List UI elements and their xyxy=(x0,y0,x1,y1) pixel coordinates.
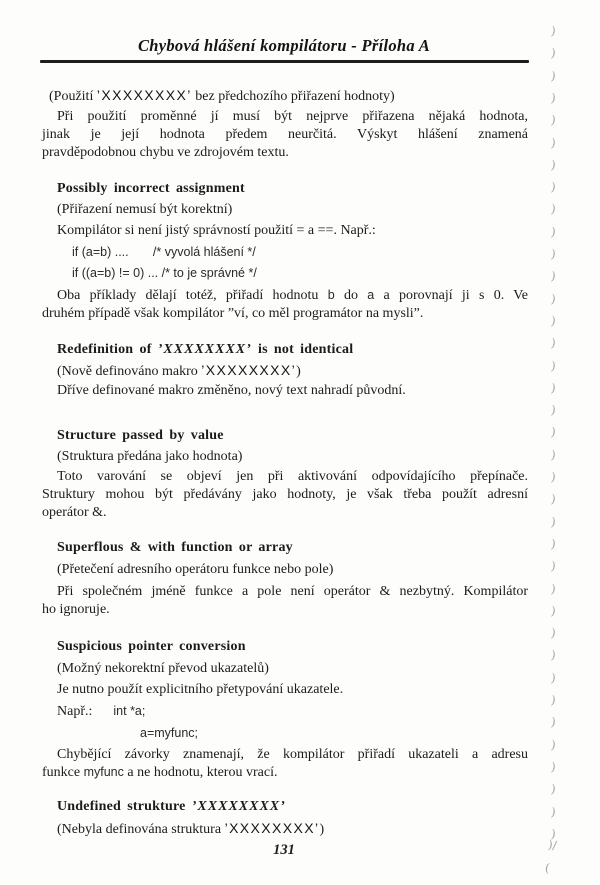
text-segment: Oba příklady dělají totéž, přiřadí hodnotu xyxy=(57,288,328,303)
binding-mark-icon: ) xyxy=(550,157,557,173)
binding-mark-icon: ) xyxy=(550,335,557,351)
text-segment: ’XXXXXXXX’ xyxy=(96,87,192,103)
text-segment: myfunc xyxy=(83,765,124,779)
warning-unassigned-value-line-3 xyxy=(42,126,528,143)
warning-undefined-structure-line-1 xyxy=(57,798,528,815)
warning-possibly-incorrect-assignment-line-2 xyxy=(57,201,528,218)
warning-suspicious-pointer-conversion-line-1 xyxy=(57,638,528,655)
warning-suspicious-pointer-conversion-line-5 xyxy=(140,725,528,742)
text-segment: funkce xyxy=(42,765,84,780)
binding-mark-icon: ) xyxy=(550,581,557,596)
binding-mark-icon: ) xyxy=(550,402,557,418)
text-segment: (Přiřazení nemusí být korektní) xyxy=(57,202,233,217)
binding-mark-icon: ) xyxy=(550,224,557,239)
binding-mark-icon: ) xyxy=(550,291,557,306)
text-segment: bez předchozího přiřazení hodnoty) xyxy=(191,89,395,104)
text-segment: Struktury mohou být předávány jako hodnoty, je však třeba použít adresní xyxy=(42,487,528,502)
binding-mark-icon: ) xyxy=(550,692,557,708)
binding-mark-icon: ) xyxy=(550,425,557,440)
warning-possibly-incorrect-assignment-line-6 xyxy=(57,287,528,304)
text-segment: ’XXXXXXXX’ xyxy=(191,799,286,814)
binding-mark-icon: ) xyxy=(550,469,557,485)
header-rule xyxy=(40,60,529,63)
text-segment: if (a=b) .... /* vyvolá hlášení */ xyxy=(72,245,256,259)
warning-suspicious-pointer-conversion-line-2 xyxy=(57,660,528,677)
binding-mark-icon: ) xyxy=(550,625,557,641)
page-number: 131 xyxy=(273,842,295,858)
binding-mark-icon: ) xyxy=(550,179,557,195)
binding-mark-icon: ) xyxy=(550,804,557,819)
binding-mark-icon: ) xyxy=(550,558,557,574)
text-segment: pravděpodobnou chybu ve zdrojovém textu. xyxy=(42,145,289,160)
warning-possibly-incorrect-assignment-line-7 xyxy=(42,305,528,322)
text-segment: ) xyxy=(296,364,301,379)
text-segment: (Struktura předána jako hodnota) xyxy=(57,449,243,464)
text-segment: Chybějící závorky znamenají, že kompilátor přiřadí ukazateli a adresu xyxy=(57,747,528,762)
text-segment: Dříve definované makro změněno, nový text nahradí původní. xyxy=(57,383,406,398)
text-segment: (Možný nekorektní převod ukazatelů) xyxy=(57,661,269,676)
page-header-title: Chybová hlášení kompilátoru - Příloha A xyxy=(137,36,431,55)
text-segment: Je nutno použít explicitního přetypování ukazatele. xyxy=(57,682,344,697)
text-segment: operátor &. xyxy=(42,505,107,520)
text-segment: b xyxy=(327,288,335,302)
binding-mark-icon: ) xyxy=(550,514,557,529)
text-segment: Suspicious pointer conversion xyxy=(57,639,246,654)
text-segment: ho ignoruje. xyxy=(42,602,110,617)
text-segment: Při použití proměnné jí musí být nejprve přiřazena nějaká hodnota, xyxy=(57,109,528,124)
binding-mark-icon: ) xyxy=(550,670,557,685)
text-segment: ’XXXXXXXX’ xyxy=(201,362,297,378)
text-segment: Undefined strukture xyxy=(57,799,192,814)
binding-mark-icon: ) xyxy=(550,68,557,83)
binding-mark-icon: ) xyxy=(550,447,557,462)
warning-unassigned-value-line-2 xyxy=(57,108,528,125)
text-segment: (Přetečení adresního operátoru funkce nebo pole) xyxy=(57,562,334,577)
binding-mark-icon: ) xyxy=(550,759,557,775)
text-segment: is not identical xyxy=(251,342,354,357)
warning-suspicious-pointer-conversion-line-6 xyxy=(57,746,528,763)
binding-mark-icon: ) xyxy=(550,313,557,329)
text-segment: do xyxy=(334,288,368,303)
text-segment: Kompilátor si není jistý správností použití = a ==. Např.: xyxy=(57,223,376,238)
warning-redefinition-not-identical-line-3 xyxy=(57,382,528,399)
warning-structure-passed-by-value-line-5 xyxy=(42,504,528,521)
warning-suspicious-pointer-conversion-line-7 xyxy=(42,764,528,781)
binding-mark-icon: ) xyxy=(550,737,557,752)
binding-mark-icon: ) xyxy=(550,202,557,217)
binding-mark-icon: ) xyxy=(550,648,557,663)
warning-structure-passed-by-value-line-2 xyxy=(57,448,528,465)
warning-possibly-incorrect-assignment-line-5 xyxy=(72,265,528,282)
text-segment: Např.: xyxy=(57,704,114,719)
binding-mark-icon: ) xyxy=(550,246,557,262)
text-segment: a=myfunc; xyxy=(140,726,199,740)
warning-superflous-ampersand-line-4 xyxy=(42,601,528,618)
binding-mark-icon: ) xyxy=(550,536,557,552)
warning-structure-passed-by-value-line-4 xyxy=(42,486,528,503)
warning-possibly-incorrect-assignment-line-4 xyxy=(72,244,528,261)
text-segment: jinak je její hodnota předem neurčitá. Výskyt hlášení znamená xyxy=(42,127,528,142)
binding-mark-icon: ( xyxy=(544,860,551,876)
text-segment: if ((a=b) != 0) ... /* to je správné */ xyxy=(72,266,257,280)
binding-mark-icon: ) xyxy=(550,46,557,61)
text-segment: a ne hodnotu, kterou vrací. xyxy=(123,765,278,780)
text-segment: ) xyxy=(319,822,325,837)
warning-suspicious-pointer-conversion-line-4 xyxy=(57,703,528,720)
text-segment: ’XXXXXXXX’ xyxy=(157,342,252,357)
binding-mark-icon: ) xyxy=(550,603,557,619)
warning-structure-passed-by-value-line-1 xyxy=(57,427,528,444)
warning-possibly-incorrect-assignment-line-3 xyxy=(57,222,528,239)
text-segment: (Nebyla definována struktura xyxy=(57,822,225,837)
binding-mark-icon: ) xyxy=(550,112,557,128)
warning-undefined-structure-line-2 xyxy=(57,820,528,838)
binding-mark-icon: ) xyxy=(550,90,557,106)
text-segment: (Použití xyxy=(49,89,97,104)
warning-superflous-ampersand-line-2 xyxy=(57,561,528,578)
warning-unassigned-value-line-4 xyxy=(42,144,528,161)
text-segment: int *a; xyxy=(113,704,146,718)
warning-redefinition-not-identical-line-1 xyxy=(57,341,528,358)
binding-mark-icon: ) xyxy=(550,715,557,730)
text-segment: a porovnají ji s 0. Ve xyxy=(374,288,529,303)
text-segment: druhém případě však kompilátor ”ví, co měl programátor na mysli”. xyxy=(42,306,424,321)
binding-mark-icon: ) xyxy=(550,23,557,39)
binding-mark-icon: ) xyxy=(550,358,557,373)
text-segment: Toto varování se objeví jen při aktivování odpovídajícího přepínače. xyxy=(57,469,528,484)
warning-superflous-ampersand-line-1 xyxy=(57,539,528,556)
binding-mark-icon: ) xyxy=(550,269,557,284)
text-segment: Při společném jméně funkce a pole není operátor & nezbytný. Kompilátor xyxy=(57,584,528,599)
text-segment: Superflous & with function or array xyxy=(57,540,293,555)
text-segment: Structure passed by value xyxy=(57,428,224,443)
warning-suspicious-pointer-conversion-line-3 xyxy=(57,681,528,698)
binding-mark-icon: ) xyxy=(550,781,557,797)
text-segment: Redefinition of xyxy=(57,342,158,357)
binding-mark-icon: ) xyxy=(550,492,557,507)
binding-mark-icon: ) xyxy=(550,135,557,150)
binding-mark-icon: )/ xyxy=(547,837,558,853)
warning-structure-passed-by-value-line-3 xyxy=(57,468,528,485)
binding-mark-icon: ) xyxy=(550,380,557,396)
text-segment: (Nově definováno makro xyxy=(57,364,202,379)
text-segment: ’XXXXXXXX’ xyxy=(224,820,320,836)
text-segment: Possibly incorrect assignment xyxy=(57,181,245,196)
binding-mark-icon: ) xyxy=(550,826,557,842)
warning-superflous-ampersand-line-3 xyxy=(57,583,528,600)
warning-possibly-incorrect-assignment-line-1 xyxy=(57,180,528,197)
text-segment: a xyxy=(367,288,375,302)
warning-redefinition-not-identical-line-2 xyxy=(57,362,528,380)
warning-unassigned-value-line-1 xyxy=(49,87,520,105)
